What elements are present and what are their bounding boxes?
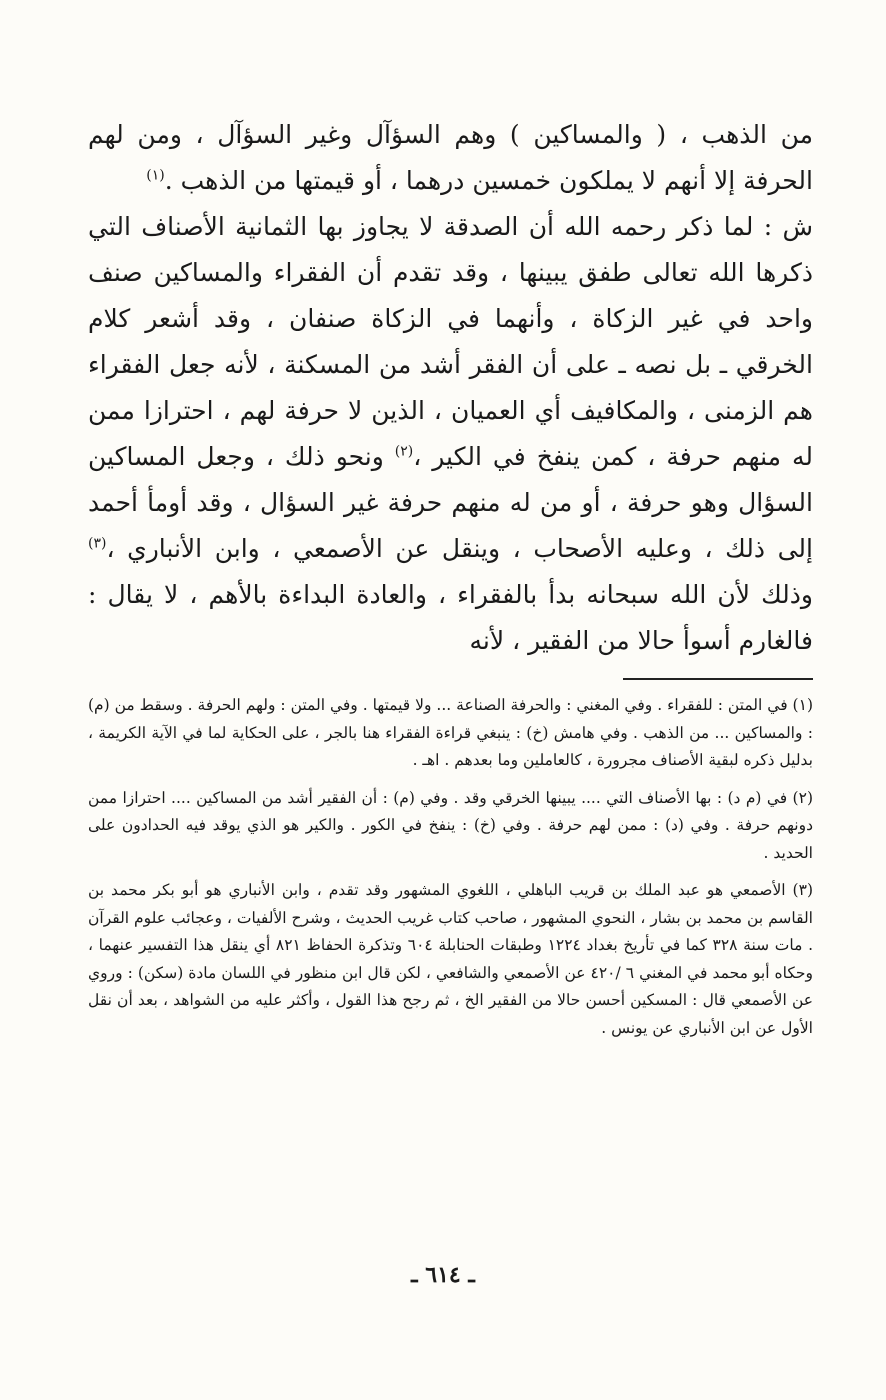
footnote-ref-1: (١) — [146, 167, 165, 184]
paragraph-1-text: من الذهب ، ( والمساكين ) وهم السؤآل وغير السؤآل ، ومن لهم الحرفة إلا أنهم لا يملكون خمسين درهما ، أو قيمتها من الذهب . — [88, 120, 813, 195]
main-paragraph-2 — [88, 204, 813, 664]
paragraph-2-segment-1: ش : لما ذكر رحمه الله أن الصدقة لا يجاوز بها الثمانية الأصناف التي ذكرها الله تعالى طفق يبينها ، وقد تقدم أن الفقراء والمساكين صنف واحد في غير الزكاة ، وأنهما في الزكاة صنفان ، وقد أشعر كلام الخرقي ـ بل نصه ـ على أن الفقر أشد من المسكنة ، لأنه جعل الفقراء هم الزمنى ، والمكافيف أي العميان ، الذين لا حرفة لهم ، احترازا ممن له منهم حرفة ، كمن ينفخ في الكير ، — [88, 212, 813, 471]
footnotes — [88, 692, 813, 1042]
footnote-ref-2: (٢) — [394, 443, 414, 460]
footnote-1: (١) في المتن : للفقراء . وفي المغني : والحرفة الصناعة ... ولا قيمتها . وفي المتن : ولهم الحرفة . وسقط من (م) : والمساكين ... من الذهب . وفي هامش (خ) : ينبغي قراءة الفقراء هنا بالجر ، على الحكاية لما في الآية الكريمة ، بدليل ذكره لبقية الأصناف مجرورة ، كالعاملين وما بعدهم . اهـ . — [88, 696, 813, 769]
paragraph-2-segment-2: ونحو ذلك ، وجعل المساكين السؤال وهو حرفة ، أو من له منهم حرفة غير السؤال ، وقد أومأ أحمد إلى ذلك ، وعليه الأصحاب ، وينقل عن الأصمعي ، وابن الأنباري ، — [88, 442, 813, 563]
book-page — [88, 112, 813, 1052]
footnote-separator — [623, 678, 813, 680]
main-text — [88, 112, 813, 664]
main-paragraph-1 — [88, 112, 813, 204]
footnote-2: (٢) في (م د) : بها الأصناف التي .... يبينها الخرقي وقد . وفي (م) : أن الفقير أشد من المساكين .... احترازا ممن دونهم حرفة . وفي (د) : ممن لهم حرفة . وفي (خ) : ينفخ في الكور . والكير هو الذي يوقد فيه الحدادون على الحديد . — [88, 788, 813, 862]
page-number: ـ ٦١٤ ـ — [411, 1262, 475, 1288]
paragraph-2-segment-3: وذلك لأن الله سبحانه بدأ بالفقراء ، والعادة البداءة بالأهم ، لا يقال : فالغارم أسوأ حالا من الفقير ، لأنه — [88, 580, 813, 655]
footnote-ref-3: (٣) — [88, 535, 107, 552]
footnote-3: (٣) الأصمعي هو عبد الملك بن قريب الباهلي ، اللغوي المشهور وقد تقدم ، وابن الأنباري هو أبو بكر محمد بن القاسم بن محمد بن بشار ، النحوي المشهور ، صاحب كتاب غريب الحديث ، وشرح الألفيات ، وعجائب علوم القرآن . مات سنة ٣٢٨ كما في تأريخ بغداد ١٢٢٤ وطبقات الحنابلة ٦٠٤ وتذكرة الحفاظ ٨٢١ أي ينقل هذا التفسير عنهما ، وحكاه أبو محمد في المغني ٦ /٤٢٠ عن الأصمعي والشافعي ، لكن قال ابن منظور في اللسان مادة (سكن) : وروي عن الأصمعي قال : المسكين أحسن حالا من الفقير الخ ، ثم رجح هذا القول ، وأكثر عليه من الشواهد ، بعد أن نقل الأول عن ابن الأنباري عن يونس . — [88, 881, 813, 1037]
